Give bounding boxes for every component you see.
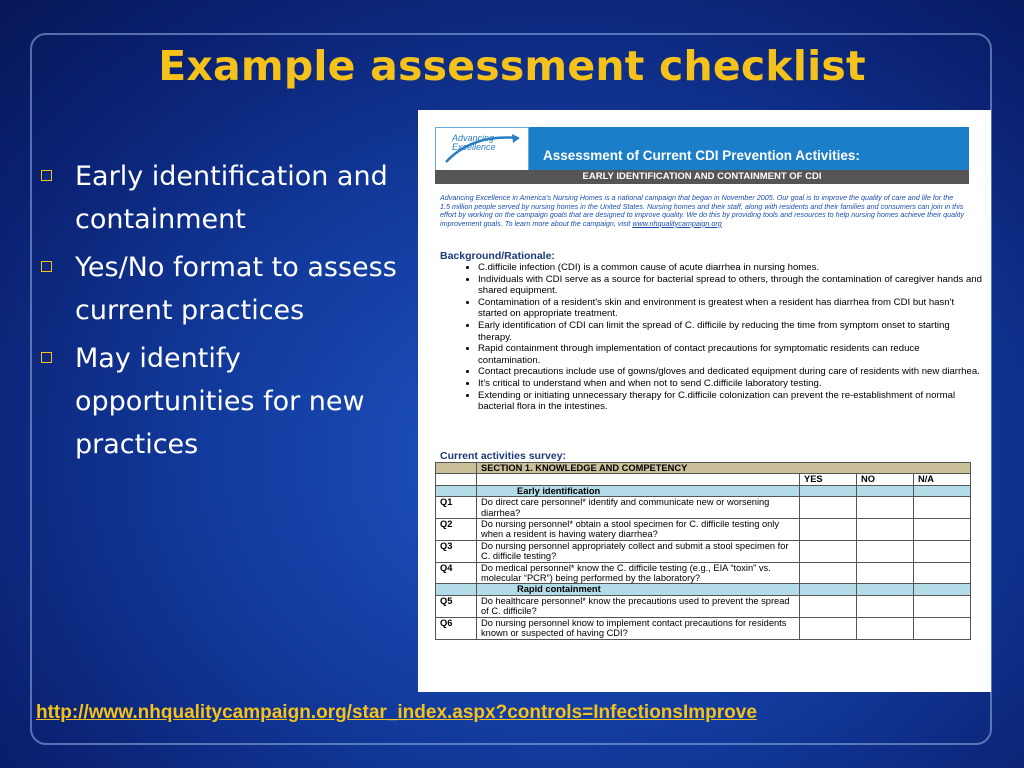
- answer-cell[interactable]: [800, 562, 857, 584]
- slide-title: Example assessment checklist: [158, 42, 866, 90]
- document-intro: Advancing Excellence in America's Nursing Homes is a national campaign that began in November 2005. Our goal is to improve the quality of care and life for the 1.5 million people served by nursing homes in the United States. Nursing homes and their staff, along with residents and their families and consumers can join in this effort by working on the campaign goals that are designed to improve quality. We do this by providing tools and resources to help nursing homes achieve their quality improvement goals. To learn more about the campaign, visit www.nhqualitycampaign.org: [440, 193, 964, 228]
- list-item: • Extending or initiating unnecessary therapy for C.difficile colonization can prevent the re-establishment of normal bacterial flora in the intestines.: [478, 390, 983, 413]
- list-item: • Contamination of a resident's skin and environment is greatest when a resident has diarrhea from CDI but hasn't started on appropriate treatment.: [478, 297, 983, 320]
- advancing-excellence-logo: Advancing Excellence: [435, 127, 529, 174]
- answer-cell[interactable]: [800, 595, 857, 617]
- answer-cell[interactable]: [857, 497, 914, 519]
- bullet-item: May identify opportunities for new practices: [38, 337, 398, 466]
- checkbox-bullet-icon: [41, 352, 52, 363]
- table-row: [436, 584, 971, 595]
- table-row: [436, 474, 971, 485]
- answer-cell[interactable]: [800, 497, 857, 519]
- list-item: • Early identification of CDI can limit the spread of C. difficile by reducing the time from symptom onset to starting therapy.: [478, 320, 983, 343]
- table-row: [436, 485, 971, 496]
- document-title: Assessment of Current CDI Prevention Activities:: [543, 148, 860, 163]
- checkbox-bullet-icon: [41, 170, 52, 181]
- category-rapid-containment: Rapid containment: [477, 584, 800, 595]
- answer-cell[interactable]: [914, 562, 971, 584]
- answer-cell[interactable]: [914, 595, 971, 617]
- campaign-url-link[interactable]: http://www.nhqualitycampaign.org/star_index.aspx?controls=InfectionsImprove: [36, 702, 757, 723]
- answer-cell[interactable]: [800, 617, 857, 639]
- column-header-na: N/A: [914, 474, 971, 485]
- bullet-item: Yes/No format to assess current practices: [38, 246, 398, 332]
- campaign-link[interactable]: www.nhqualitycampaign.org: [632, 218, 722, 228]
- bullet-item: Early identification and containment: [38, 155, 398, 241]
- table-row: [436, 463, 971, 474]
- background-heading: Background/Rationale:: [440, 250, 555, 262]
- answer-cell[interactable]: [914, 617, 971, 639]
- list-item: • Rapid containment through implementation of contact precautions for symptomatic residents can reduce contamination.: [478, 343, 983, 366]
- category-early-identification: Early identification: [477, 485, 800, 496]
- answer-cell[interactable]: [800, 519, 857, 541]
- answer-cell[interactable]: [857, 540, 914, 562]
- answer-cell[interactable]: [857, 595, 914, 617]
- checkbox-bullet-icon: [41, 261, 52, 272]
- answer-cell[interactable]: [857, 617, 914, 639]
- answer-cell[interactable]: [914, 497, 971, 519]
- table-row: Q5 Do healthcare personnel* know the precautions used to prevent the spread of C. difficile?: [436, 595, 971, 617]
- bullet-list: [38, 155, 398, 471]
- survey-table: [435, 462, 971, 640]
- checklist-document-image: [418, 110, 991, 692]
- document-subtitle: EARLY IDENTIFICATION AND CONTAINMENT OF CDI: [435, 170, 969, 184]
- list-item: • C.difficile infection (CDI) is a common cause of acute diarrhea in nursing homes.: [478, 262, 983, 274]
- table-row: Q1 Do direct care personnel* identify and communicate new or worsening diarrhea?: [436, 497, 971, 519]
- list-item: • Individuals with CDI serve as a source for bacterial spread to others, through the contamination of caregiver hands and shared equipment.: [478, 274, 983, 297]
- answer-cell[interactable]: [857, 562, 914, 584]
- column-header-yes: YES: [800, 474, 857, 485]
- answer-cell[interactable]: [914, 519, 971, 541]
- list-item: • Contact precautions include use of gowns/gloves and dedicated equipment during care of residents with new diarrhea.: [478, 366, 983, 378]
- section-title: SECTION 1. KNOWLEDGE AND COMPETENCY: [477, 463, 971, 474]
- background-list: [460, 262, 983, 413]
- table-row: Q3 Do nursing personnel appropriately collect and submit a stool specimen for C. difficile testing?: [436, 540, 971, 562]
- table-row: Q6 Do nursing personnel know to implement contact precautions for residents known or suspected of having CDI?: [436, 617, 971, 639]
- survey-heading: Current activities survey:: [440, 450, 567, 462]
- column-header-no: NO: [857, 474, 914, 485]
- table-row: Q2 Do nursing personnel* obtain a stool specimen for C. difficile testing only when a resident is having watery diarrhea?: [436, 519, 971, 541]
- answer-cell[interactable]: [800, 540, 857, 562]
- answer-cell[interactable]: [857, 519, 914, 541]
- table-row: Q4 Do medical personnel* know the C. difficile testing (e.g., EIA “toxin” vs. molecular “PCR”) being performed by the laboratory?: [436, 562, 971, 584]
- answer-cell[interactable]: [914, 540, 971, 562]
- document-header: [435, 127, 969, 174]
- list-item: • It's critical to understand when and when not to send C.difficile laboratory testing.: [478, 378, 983, 390]
